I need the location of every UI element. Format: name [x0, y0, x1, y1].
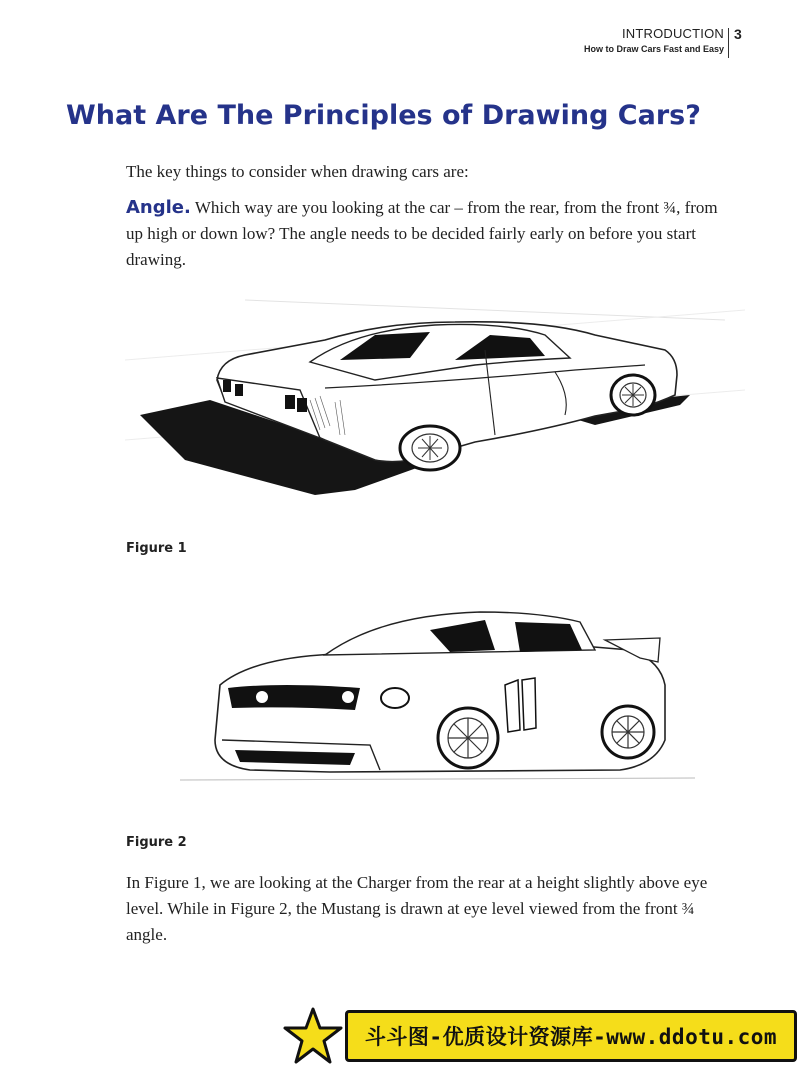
watermark-text: 斗斗图-优质设计资源库-www.ddotu.com [364, 1025, 778, 1049]
intro-paragraph: The key things to consider when drawing cars are: [126, 162, 469, 181]
header-divider [728, 28, 729, 58]
star-icon [282, 1006, 344, 1066]
section-title: INTRODUCTION [621, 26, 724, 41]
angle-text: Which way are you looking at the car – from the rear, from the front ¾, from up high or down low? The angle needs to be decided fairly early on before you start drawing. [126, 198, 718, 269]
figure-1-caption: Figure 1 [126, 541, 187, 556]
book-subtitle: How to Draw Cars Fast and Easy [583, 44, 724, 54]
angle-paragraph [126, 195, 726, 273]
page-number: 3 [734, 26, 742, 42]
figure-2-mustang-sketch [150, 600, 710, 800]
figure-1-charger-sketch [125, 290, 745, 505]
watermark-banner [345, 1010, 797, 1062]
figure-2-caption: Figure 2 [126, 835, 187, 850]
running-header [584, 26, 724, 54]
closing-paragraph: In Figure 1, we are looking at the Charger from the rear at a height slightly above eye level. While in Figure 2, the Mustang is drawn at eye level viewed from the front ¾ angle. [126, 873, 708, 944]
angle-term: Angle. [126, 197, 191, 218]
page-title: What Are The Principles of Drawing Cars? [66, 100, 701, 131]
